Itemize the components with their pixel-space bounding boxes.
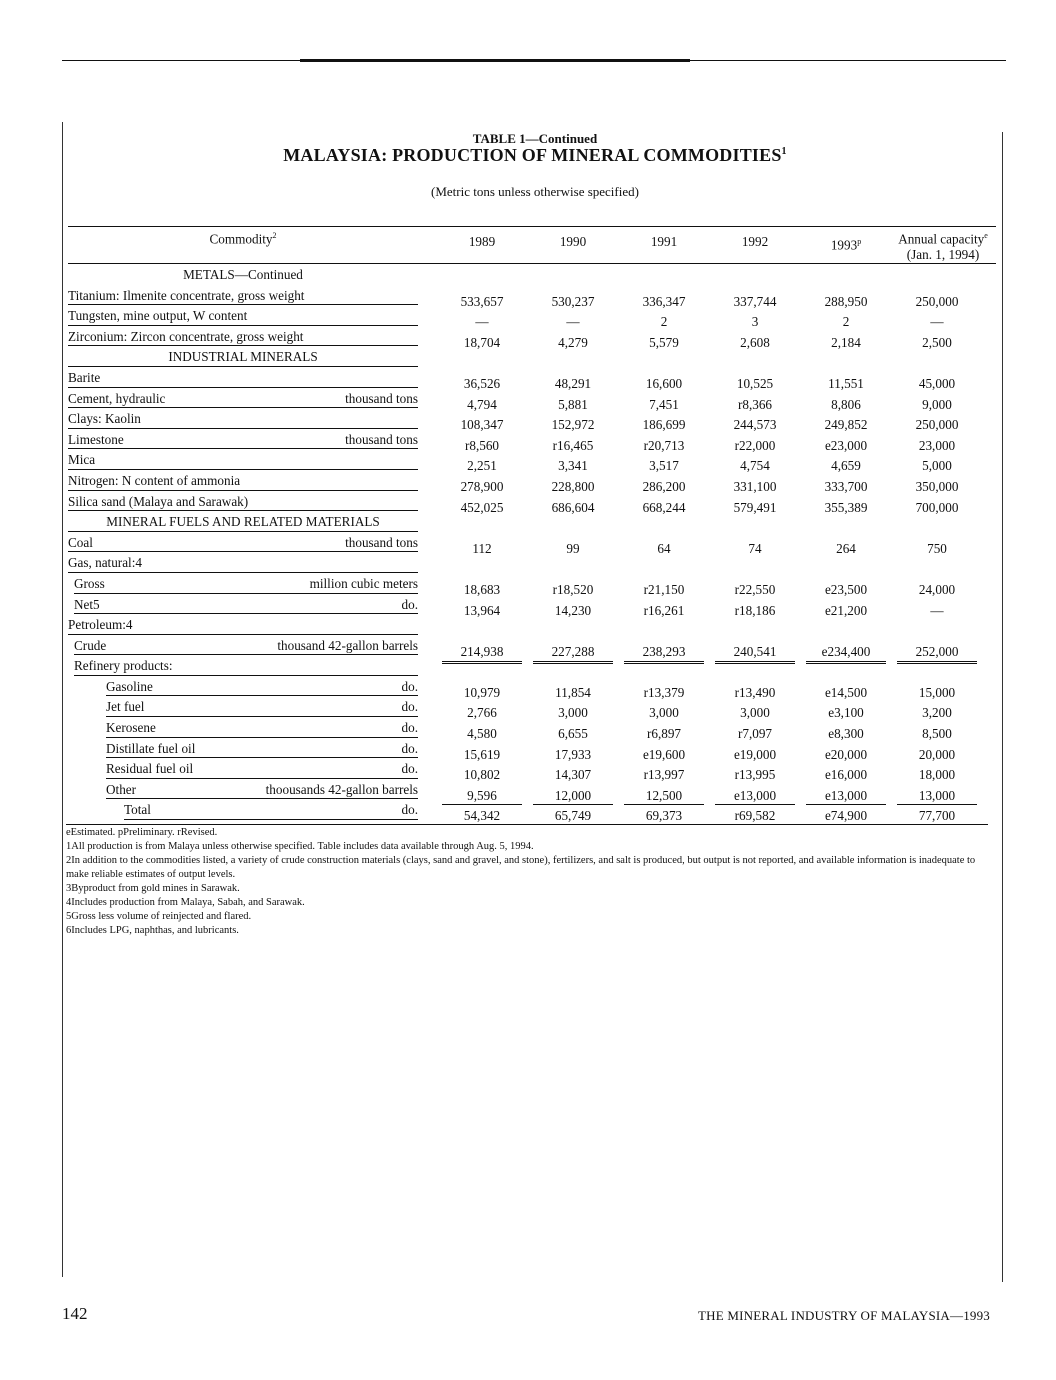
cell-value: r22,550 — [734, 581, 776, 597]
cell-value: 45,000 — [918, 375, 956, 391]
cell-value: 99 — [566, 540, 580, 556]
table-title — [200, 145, 870, 166]
cell-value: e13,000 — [715, 788, 795, 805]
header-year-1993 — [806, 237, 886, 253]
row-unit: do. — [401, 720, 418, 736]
header-capacity-line2: (Jan. 1, 1994) — [906, 247, 980, 263]
table-row — [68, 491, 996, 515]
section-heading: INDUSTRIAL MINERALS — [168, 349, 318, 365]
header-capacity-flag: e — [984, 231, 988, 240]
running-title: THE MINERAL INDUSTRY OF MALAYSIA—1993 — [698, 1308, 990, 1323]
cell-value: — — [930, 602, 944, 618]
cell-value: 14,307 — [554, 767, 592, 783]
cell-value: 10,979 — [463, 684, 501, 700]
cell-value: 4,794 — [467, 396, 497, 412]
cell-value: — — [475, 314, 489, 330]
row-label: Coal — [68, 534, 93, 550]
cell-value: e19,600 — [642, 746, 686, 762]
header-year-1989: 1989 — [468, 234, 496, 249]
row-label: Distillate fuel oil — [106, 740, 196, 756]
table-row — [68, 738, 996, 762]
cell-value: 5,000 — [922, 458, 952, 474]
cell-value: 331,100 — [733, 478, 777, 494]
cell-value: 14,230 — [554, 602, 592, 618]
cell-value: 227,288 — [533, 644, 613, 664]
row-unit: do. — [401, 699, 418, 715]
table-row — [68, 326, 996, 350]
table-row — [68, 552, 996, 573]
table-row — [68, 305, 996, 330]
cell-value: 36,526 — [463, 375, 501, 391]
cell-value: — — [566, 314, 580, 330]
table-row — [68, 655, 996, 676]
cell-value: 668,244 — [642, 499, 686, 515]
cell-value: 112 — [472, 540, 492, 556]
cell-value: e20,000 — [824, 746, 868, 762]
cell-value: 3,000 — [558, 705, 588, 721]
cell-value: 249,852 — [824, 417, 868, 433]
cell-value: r6,897 — [646, 726, 682, 742]
cell-value: 240,541 — [715, 644, 795, 664]
table-row — [68, 614, 996, 635]
cell-value: 9,000 — [922, 396, 952, 412]
footnote: 3Byproduct from gold mines in Sarawak. — [66, 883, 240, 894]
cell-value: 750 — [927, 540, 947, 556]
table-row — [68, 285, 996, 309]
cell-value: 8,806 — [831, 396, 861, 412]
row-unit: do. — [401, 761, 418, 777]
section-heading-row — [68, 346, 996, 367]
cell-value: r13,997 — [643, 767, 685, 783]
table-subtitle: (Metric tons unless otherwise specified) — [431, 184, 639, 199]
cell-value: 250,000 — [915, 417, 959, 433]
cell-value: e23,000 — [824, 437, 868, 453]
header-commodity-note: 2 — [272, 231, 277, 240]
row-label: Titanium: Ilmenite concentrate, gross weight — [68, 287, 305, 303]
cell-value: r13,995 — [734, 767, 776, 783]
cell-value: 6,655 — [558, 726, 588, 742]
row-label: Gasoline — [106, 678, 153, 694]
footnote: 4Includes production from Malaya, Sabah, and Sarawak. — [66, 897, 305, 908]
footnote: 1All production is from Malaya unless otherwise specified. Table includes data available through Aug. 5, 1994. — [66, 841, 534, 852]
cell-value: 2,184 — [831, 334, 861, 350]
footnote: eEstimated. pPreliminary. rRevised. — [66, 827, 218, 838]
cell-value: 11,551 — [828, 375, 864, 391]
table-row — [68, 532, 996, 556]
row-unit: thoousands 42-gallon barrels — [265, 781, 418, 797]
cell-value: 288,950 — [824, 293, 868, 309]
cell-value: 48,291 — [554, 375, 592, 391]
cell-value: 23,000 — [918, 437, 956, 453]
cell-value: 186,699 — [642, 417, 686, 433]
cell-value: 18,704 — [463, 334, 501, 350]
row-label: Net5 — [74, 596, 100, 612]
cell-value: 579,491 — [733, 499, 777, 515]
cell-value: r69,582 — [715, 808, 795, 825]
cell-value: r8,366 — [737, 396, 773, 412]
cell-value: 337,744 — [733, 293, 777, 309]
cell-value: 15,619 — [463, 746, 501, 762]
row-unit: thousand tons — [345, 534, 418, 550]
row-label: Refinery products: — [74, 658, 173, 674]
cell-value: 11,854 — [555, 684, 591, 700]
row-label: Petroleum:4 — [68, 617, 133, 633]
cell-value: r18,520 — [552, 581, 594, 597]
row-label: Mica — [68, 452, 96, 468]
row-label: Nitrogen: N content of ammonia — [68, 472, 241, 488]
cell-value: 15,000 — [918, 684, 956, 700]
header-capacity-line1: Annual capacity — [898, 231, 985, 247]
top-rule-thick — [300, 59, 690, 62]
table-header — [68, 226, 996, 264]
cell-value: 17,933 — [554, 746, 592, 762]
footnote-rule — [66, 824, 988, 825]
table-row — [68, 758, 996, 783]
cell-value: 12,500 — [624, 788, 704, 805]
header-year-1993-flag: p — [857, 237, 862, 246]
cell-value: 244,573 — [733, 417, 777, 433]
header-year-1990: 1990 — [559, 234, 587, 249]
row-unit: do. — [401, 802, 418, 818]
cell-value: 5,579 — [649, 334, 679, 350]
cell-value: 65,749 — [533, 808, 613, 825]
cell-value: e234,400 — [806, 644, 886, 664]
cell-value: e14,500 — [824, 684, 868, 700]
cell-value: e21,200 — [824, 602, 868, 618]
table-row — [68, 717, 996, 742]
cell-value: 264 — [836, 540, 856, 556]
cell-value: 228,800 — [551, 478, 595, 494]
row-unit: do. — [401, 596, 418, 612]
cell-value: 18,683 — [463, 581, 501, 597]
right-margin-line — [1002, 132, 1003, 1282]
row-label: Jet fuel — [106, 699, 145, 715]
cell-value: 152,972 — [551, 417, 595, 433]
section-heading: MINERAL FUELS AND RELATED MATERIALS — [106, 514, 380, 530]
row-label: Kerosene — [106, 720, 156, 736]
table-row — [68, 408, 996, 433]
table-row — [68, 367, 996, 391]
table-row — [68, 429, 996, 453]
cell-value: r13,379 — [643, 684, 685, 700]
header-commodity — [68, 231, 418, 247]
cell-value: 530,237 — [551, 293, 595, 309]
row-label: Cement, hydraulic — [68, 390, 166, 406]
section-heading-row — [68, 264, 996, 285]
row-label: Tungsten, mine output, W content — [68, 308, 248, 324]
cell-value: 54,342 — [442, 808, 522, 825]
footnote: 2In addition to the commodities listed, a variety of crude construction materials (clays, sand and gravel, and stone), fertilizers, and salt is produced, but output is not reported, and available information is inadequate to make reliable estimates of output levels. — [66, 855, 976, 880]
table-label: TABLE 1—Continued — [472, 131, 598, 146]
cell-value: 3 — [751, 314, 759, 330]
section-heading-row — [68, 511, 996, 532]
cell-value: r8,560 — [464, 437, 500, 453]
cell-value: 64 — [657, 540, 671, 556]
row-label: Total — [124, 802, 151, 818]
table-row — [68, 779, 996, 803]
table-row — [68, 449, 996, 474]
cell-value: e13,000 — [806, 788, 886, 805]
cell-value: 452,025 — [460, 499, 504, 515]
cell-value: 355,389 — [824, 499, 868, 515]
row-label: Gross — [74, 575, 105, 591]
cell-value: 700,000 — [915, 499, 959, 515]
table-row — [68, 635, 996, 659]
cell-value: 3,517 — [649, 458, 679, 474]
row-label: Limestone — [68, 431, 124, 447]
row-label: Other — [106, 781, 137, 797]
row-label: Clays: Kaolin — [68, 411, 141, 427]
cell-value: 336,347 — [642, 293, 686, 309]
cell-value: r13,490 — [734, 684, 776, 700]
table-row — [68, 676, 996, 700]
cell-value: 250,000 — [915, 293, 959, 309]
cell-value: 20,000 — [918, 746, 956, 762]
row-unit: do. — [401, 740, 418, 756]
cell-value: — — [930, 314, 944, 330]
table-title-text: MALAYSIA: PRODUCTION OF MINERAL COMMODITIES — [283, 145, 782, 165]
cell-value: 3,000 — [649, 705, 679, 721]
row-label: Gas, natural:4 — [68, 555, 142, 571]
cell-value: 4,279 — [558, 334, 588, 350]
cell-value: r7,097 — [737, 726, 773, 742]
row-label: Residual fuel oil — [106, 761, 194, 777]
row-rule — [124, 819, 418, 820]
cell-value: r20,713 — [643, 437, 685, 453]
section-heading: METALS—Continued — [183, 267, 303, 282]
table-body — [68, 264, 996, 824]
cell-value: 214,938 — [442, 644, 522, 664]
cell-value: 10,525 — [736, 375, 774, 391]
cell-value: e19,000 — [733, 746, 777, 762]
header-capacity — [888, 228, 998, 263]
row-label: Barite — [68, 369, 101, 385]
cell-value: 77,700 — [897, 808, 977, 825]
table-row — [68, 573, 996, 597]
table-row — [68, 799, 996, 824]
cell-value: 9,596 — [442, 788, 522, 805]
cell-value: 108,347 — [460, 417, 504, 433]
cell-value: 16,600 — [645, 375, 683, 391]
row-label: Zirconium: Zircon concentrate, gross weight — [68, 328, 304, 344]
cell-value: 286,200 — [642, 478, 686, 494]
header-commodity-text: Commodity — [209, 231, 273, 247]
cell-value: 4,659 — [831, 458, 861, 474]
row-label: Silica sand (Malaya and Sarawak) — [68, 493, 249, 509]
row-unit: do. — [401, 678, 418, 694]
table-row — [68, 696, 996, 721]
cell-value: 350,000 — [915, 478, 959, 494]
row-unit: thousand 42-gallon barrels — [277, 637, 418, 653]
cell-value: r18,186 — [734, 602, 776, 618]
cell-value: 2 — [660, 314, 668, 330]
header-year-1991: 1991 — [650, 234, 678, 249]
cell-value: 18,000 — [918, 767, 956, 783]
row-unit: thousand tons — [345, 390, 418, 406]
cell-value: r16,465 — [552, 437, 594, 453]
cell-value: r16,261 — [643, 602, 685, 618]
cell-value: 8,500 — [922, 726, 952, 742]
left-margin-line — [62, 122, 63, 1277]
cell-value: r21,150 — [643, 581, 685, 597]
footnote: 5Gross less volume of reinjected and flared. — [66, 911, 252, 922]
table-row — [68, 388, 996, 412]
cell-value: 74 — [748, 540, 762, 556]
cell-value: 2,766 — [467, 705, 497, 721]
header-year-1992: 1992 — [741, 234, 769, 249]
cell-value: r22,000 — [734, 437, 776, 453]
cell-value: 2 — [842, 314, 850, 330]
row-label: Crude — [74, 637, 107, 653]
table-row — [68, 470, 996, 494]
cell-value: 3,200 — [922, 705, 952, 721]
header-year-1993-text: 1993 — [830, 237, 858, 253]
footnotes — [66, 826, 996, 938]
page-number: 142 — [62, 1304, 88, 1323]
footnote: 6Includes LPG, naphthas, and lubricants. — [66, 925, 239, 936]
cell-value: 533,657 — [460, 293, 504, 309]
cell-value: 12,000 — [533, 788, 613, 805]
title-note: 1 — [781, 146, 787, 157]
cell-value: 238,293 — [624, 644, 704, 664]
cell-value: e8,300 — [828, 726, 864, 742]
cell-value: 24,000 — [918, 581, 956, 597]
cell-value: 13,000 — [897, 788, 977, 805]
cell-value: 3,000 — [740, 705, 770, 721]
cell-value: 252,000 — [897, 644, 977, 664]
row-unit: million cubic meters — [309, 575, 418, 591]
cell-value: 2,500 — [922, 334, 952, 350]
cell-value: e3,100 — [828, 705, 864, 721]
cell-value: 7,451 — [649, 396, 679, 412]
cell-value: e23,500 — [824, 581, 868, 597]
cell-value: 5,881 — [558, 396, 588, 412]
cell-value: e16,000 — [824, 767, 868, 783]
table-row — [68, 594, 996, 618]
cell-value: 686,604 — [551, 499, 595, 515]
cell-value: 2,251 — [467, 458, 497, 474]
row-unit: thousand tons — [345, 431, 418, 447]
cell-value: 10,802 — [463, 767, 501, 783]
cell-value: 4,580 — [467, 726, 497, 742]
cell-value: 2,608 — [740, 334, 770, 350]
cell-value: 3,341 — [558, 458, 588, 474]
cell-value: 278,900 — [460, 478, 504, 494]
cell-value: 333,700 — [824, 478, 868, 494]
cell-value: 4,754 — [740, 458, 770, 474]
production-table — [68, 226, 996, 824]
cell-value: e74,900 — [806, 808, 886, 825]
cell-value: 69,373 — [624, 808, 704, 825]
cell-value: 13,964 — [463, 602, 501, 618]
